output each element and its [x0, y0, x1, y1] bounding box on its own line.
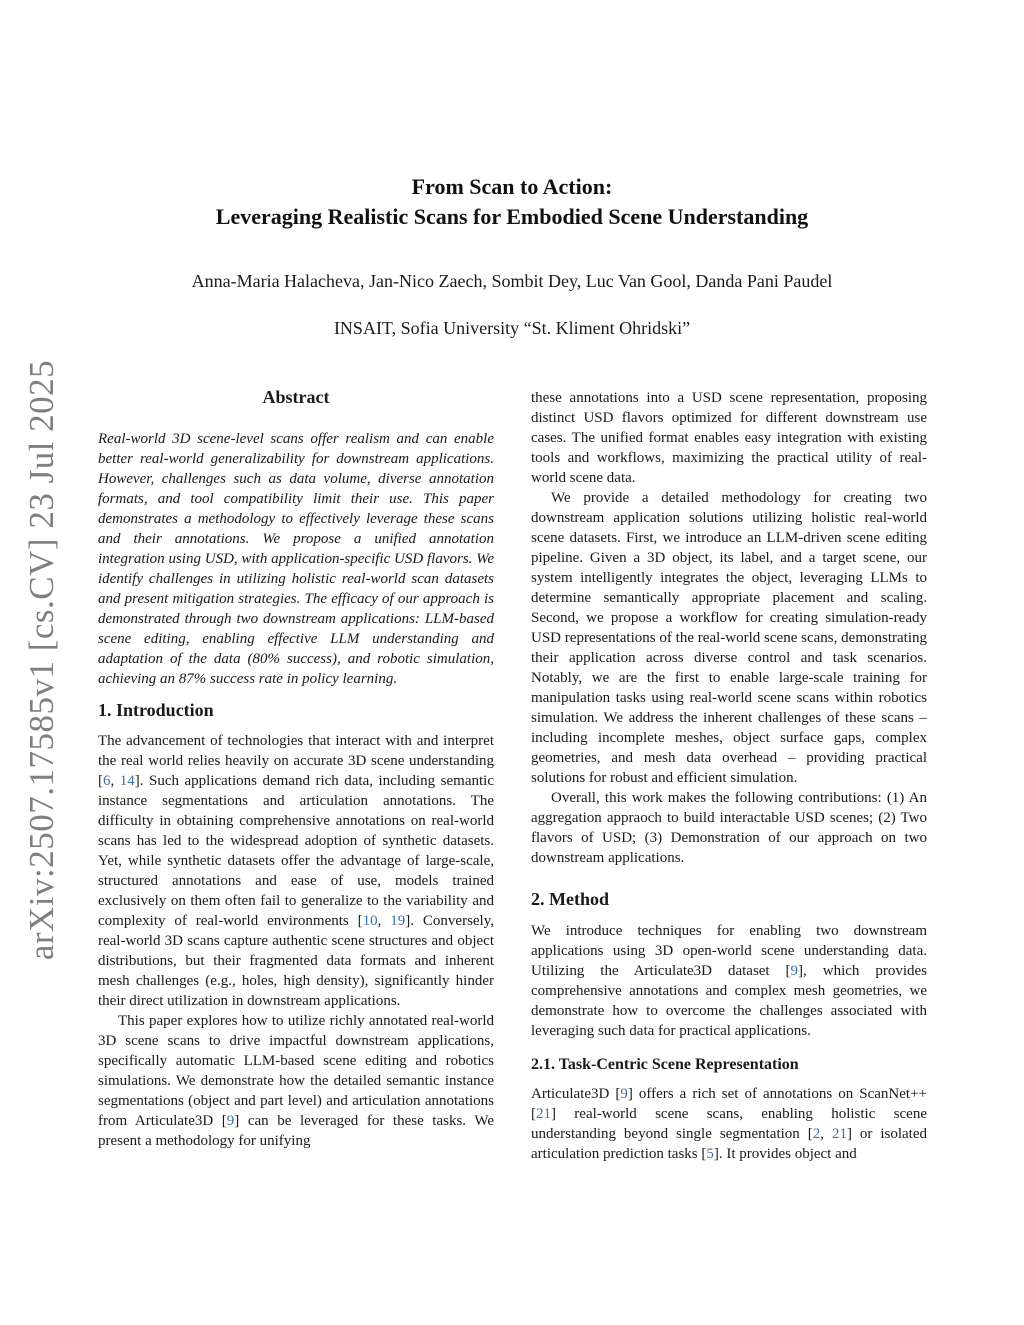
citation-link[interactable]: 5: [706, 1146, 714, 1162]
title-line-1: From Scan to Action:: [411, 174, 613, 199]
left-column: [98, 384, 494, 1151]
citation-link[interactable]: 9: [790, 963, 799, 979]
citation-link[interactable]: 10: [362, 913, 378, 929]
citation-link[interactable]: 9: [226, 1113, 235, 1129]
abstract-heading: Abstract: [262, 387, 330, 407]
author-list: Anna-Maria Halacheva, Jan-Nico Zaech, Sombit Dey, Luc Van Gool, Danda Pani Paudel: [191, 271, 833, 291]
abstract-text: Real-world 3D scene-level scans offer realism and can enable better real-world generalizability for downstream applications. However, challenges such as data volume, diverse annotation formats, and tool compatibility limit their use. This paper demonstrates a methodology to effectively leverage these scans and their annotations. We propose a unified annotation integration using USD, with application-specific USD flavors. We identify challenges in utilizing holistic real-world scan datasets and present mitigation strategies. The efficacy of our approach is demonstrated through two downstream applications: LLM-based scene editing, enabling effective LLM understanding and adaptation of the data (80% success), and robotic simulation, achieving an 87% success rate in policy learning.: [98, 431, 494, 687]
citation-link[interactable]: 19: [390, 913, 406, 929]
citation-link[interactable]: 6: [103, 773, 111, 789]
intro-paragraph-4: We provide a detailed methodology for creating two downstream application solutions utilizing holistic real-world scene datasets. First, we introduce an LLM-driven scene editing pipeline. Given a 3D object, its label, and a target scene, our system intelligently integrates the object, leveraging LLMs to determine semantically appropriate placement and scaling. Second, we propose a workflow for creating simulation-ready USD representations of the real-world scene scans, demonstrating their application across diverse control and task scenarios. Notably, we are the first to enable large-scale training for manipulation tasks using real-world scene scans within robotics simulation. We address the inherent challenges of these scans – including incomplete meshes, object surface gaps, complex geometries, and mesh data overhead – providing practical solutions for robust and efficient simulation.: [531, 490, 927, 786]
section-heading-method: 2. Method: [531, 889, 609, 909]
intro-paragraph-1: The advancement of technologies that interact with and interpret the real world relies heavily on accurate 3D scene understanding [6, 14]. Such applications demand rich data, including semantic instance segmentations and articulation annotations. The difficulty in obtaining comprehensive annotations on real-world scans has led to the widespread adoption of synthetic datasets. Yet, while synthetic datasets offer the advantage of large-scale, structured annotations and ease of use, models trained exclusively on them often fail to generalize to the variability and complexity of real-world environments [10, 19]. Conversely, real-world 3D scans capture authentic scene structures and object distributions, but their fragmented data formats and inherent mesh challenges (e.g., holes, high density), significantly hinder their direct utilization in downstream applications.: [98, 733, 495, 1009]
citation-link[interactable]: 21: [831, 1126, 847, 1142]
subsection-heading-task-centric: 2.1. Task-Centric Scene Representation: [531, 1056, 799, 1073]
intro-paragraph-2: This paper explores how to utilize richly annotated real-world 3D scene scans to drive impactful downstream applications, specifically automatic LLM-based scene editing and robotics simulations. We demonstrate how the detailed semantic instance segmentations (object and part level) and articulation annotations from Articulate3D [9] can be leveraged for these tasks. We present a methodology for unifying: [98, 1013, 494, 1149]
paper-title: [0, 172, 1024, 232]
method-paragraph-1: We introduce techniques for enabling two downstream applications using 3D open-world scene understanding data. Utilizing the Articulate3D dataset [9], which provides comprehensive annotations and complex mesh geometries, we demonstrate how to overcome the challenges associated with leveraging such data for practical applications.: [531, 923, 927, 1039]
intro-paragraph-3: these annotations into a USD scene representation, proposing distinct USD flavors optimized for different downstream use cases. The unified format enables easy integration with existing tools and workflows, maximizing the practical utility of real-world scene data.: [531, 390, 927, 486]
arxiv-stamp: arXiv:2507.17585v1 [cs.CV] 23 Jul 2025: [22, 359, 61, 961]
section-heading-introduction: 1. Introduction: [98, 700, 214, 720]
intro-paragraph-5: Overall, this work makes the following contributions: (1) An aggregation appraoch to build interactable USD scenes; (2) Two flavors of USD; (3) Demonstration of our approach on two downstream applications.: [531, 790, 927, 866]
title-line-2: Leveraging Realistic Scans for Embodied Scene Understanding: [215, 204, 809, 229]
citation-link[interactable]: 14: [119, 773, 135, 789]
title-block: [0, 172, 1024, 232]
citation-link[interactable]: 9: [620, 1086, 628, 1102]
right-column: [531, 388, 927, 1164]
citation-link[interactable]: 2: [812, 1126, 821, 1142]
method-paragraph-2: Articulate3D [9] offers a rich set of annotations on ScanNet++ [21] real-world scene scans, enabling holistic scene understanding beyond single segmentation [2, 21] or isolated articulation prediction tasks [5]. It provides object and: [531, 1086, 927, 1162]
citation-link[interactable]: 21: [536, 1106, 551, 1122]
affiliation: INSAIT, Sofia University “St. Kliment Ohridski”: [333, 318, 691, 338]
